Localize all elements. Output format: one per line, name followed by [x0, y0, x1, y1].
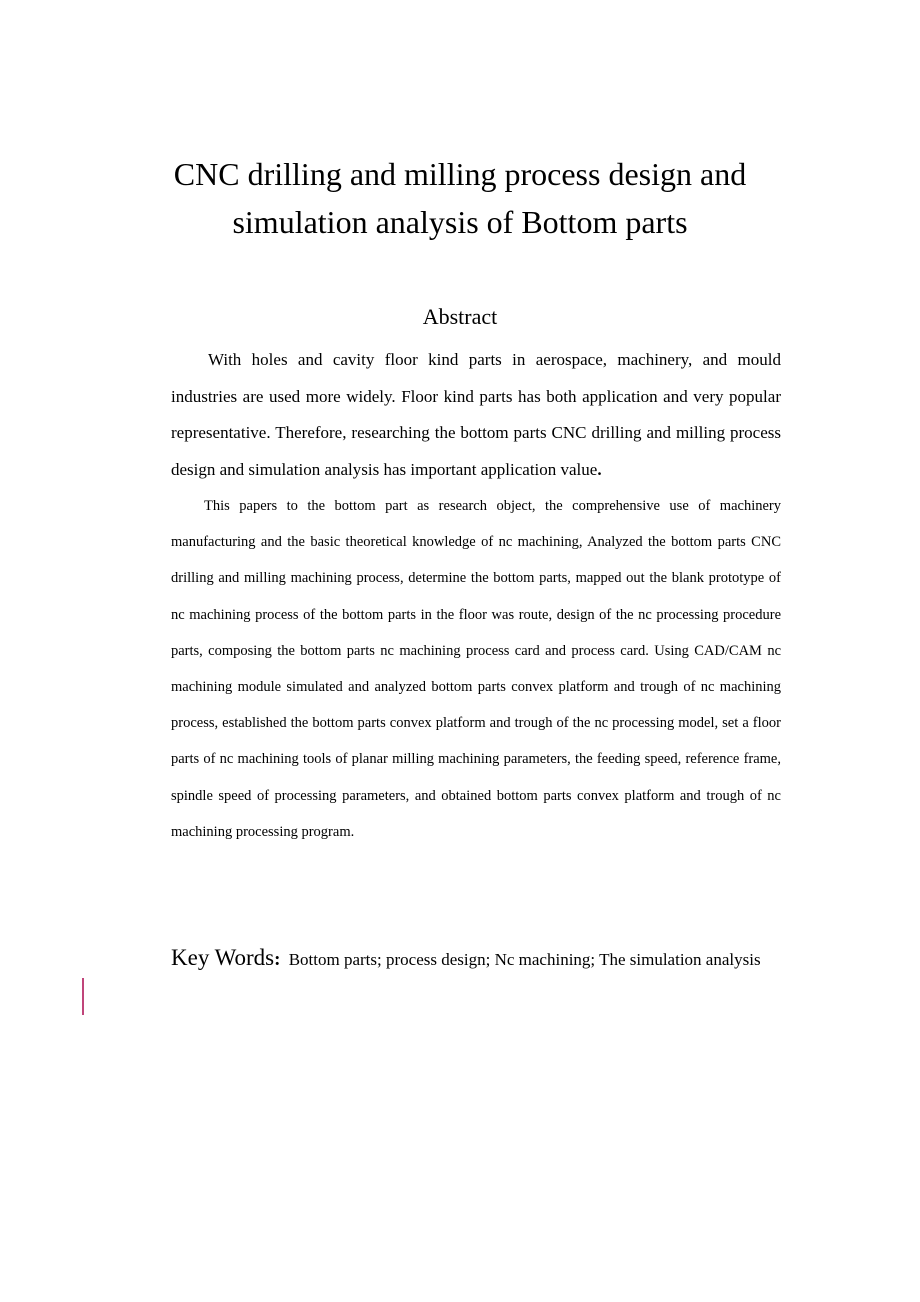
- abstract-paragraph-1-text: With holes and cavity floor kind parts in aerospace, machinery, and mould industries are used more widely. Floor kind parts has both application and very popular representative. Therefore, researching the bottom parts CNC drilling and milling process design and simulation analysis has important application value: [171, 350, 781, 479]
- keywords-label: Key Words: [171, 945, 275, 970]
- abstract-heading: Abstract: [422, 304, 498, 329]
- paper-title: [100, 150, 820, 246]
- keywords-line: [171, 938, 781, 980]
- keywords-colon: :: [274, 949, 281, 970]
- paper-title-line-2: simulation analysis of Bottom parts: [232, 204, 688, 240]
- keywords-text: Bottom parts; process design; Nc machining; The simulation analysis: [288, 950, 761, 969]
- abstract-paragraph-1: [171, 342, 781, 488]
- abstract-paragraph-2: This papers to the bottom part as research object, the comprehensive use of machinery manufacturing and the basic theoretical knowledge of nc machining, Analyzed the bottom parts CNC drilling and milling machining process, determine the bottom parts, mapped out the blank prototype of nc machining process of the bottom parts in the floor was route, design of the nc processing procedure parts, composing the bottom parts nc machining process card and process card. Using CAD/CAM nc machining module simulated and analyzed bottom parts convex platform and trough of nc machining process, established the bottom parts convex platform and trough of the nc processing model, set a floor parts of nc machining tools of planar milling machining parameters, the feeding speed, reference frame, spindle speed of processing parameters, and obtained bottom parts convex platform and trough of nc machining processing program.: [171, 498, 781, 840]
- paper-title-line-1: CNC drilling and milling process design and: [173, 156, 747, 192]
- revision-margin-mark: [82, 978, 84, 1015]
- abstract-paragraph-1-period: .: [597, 459, 602, 479]
